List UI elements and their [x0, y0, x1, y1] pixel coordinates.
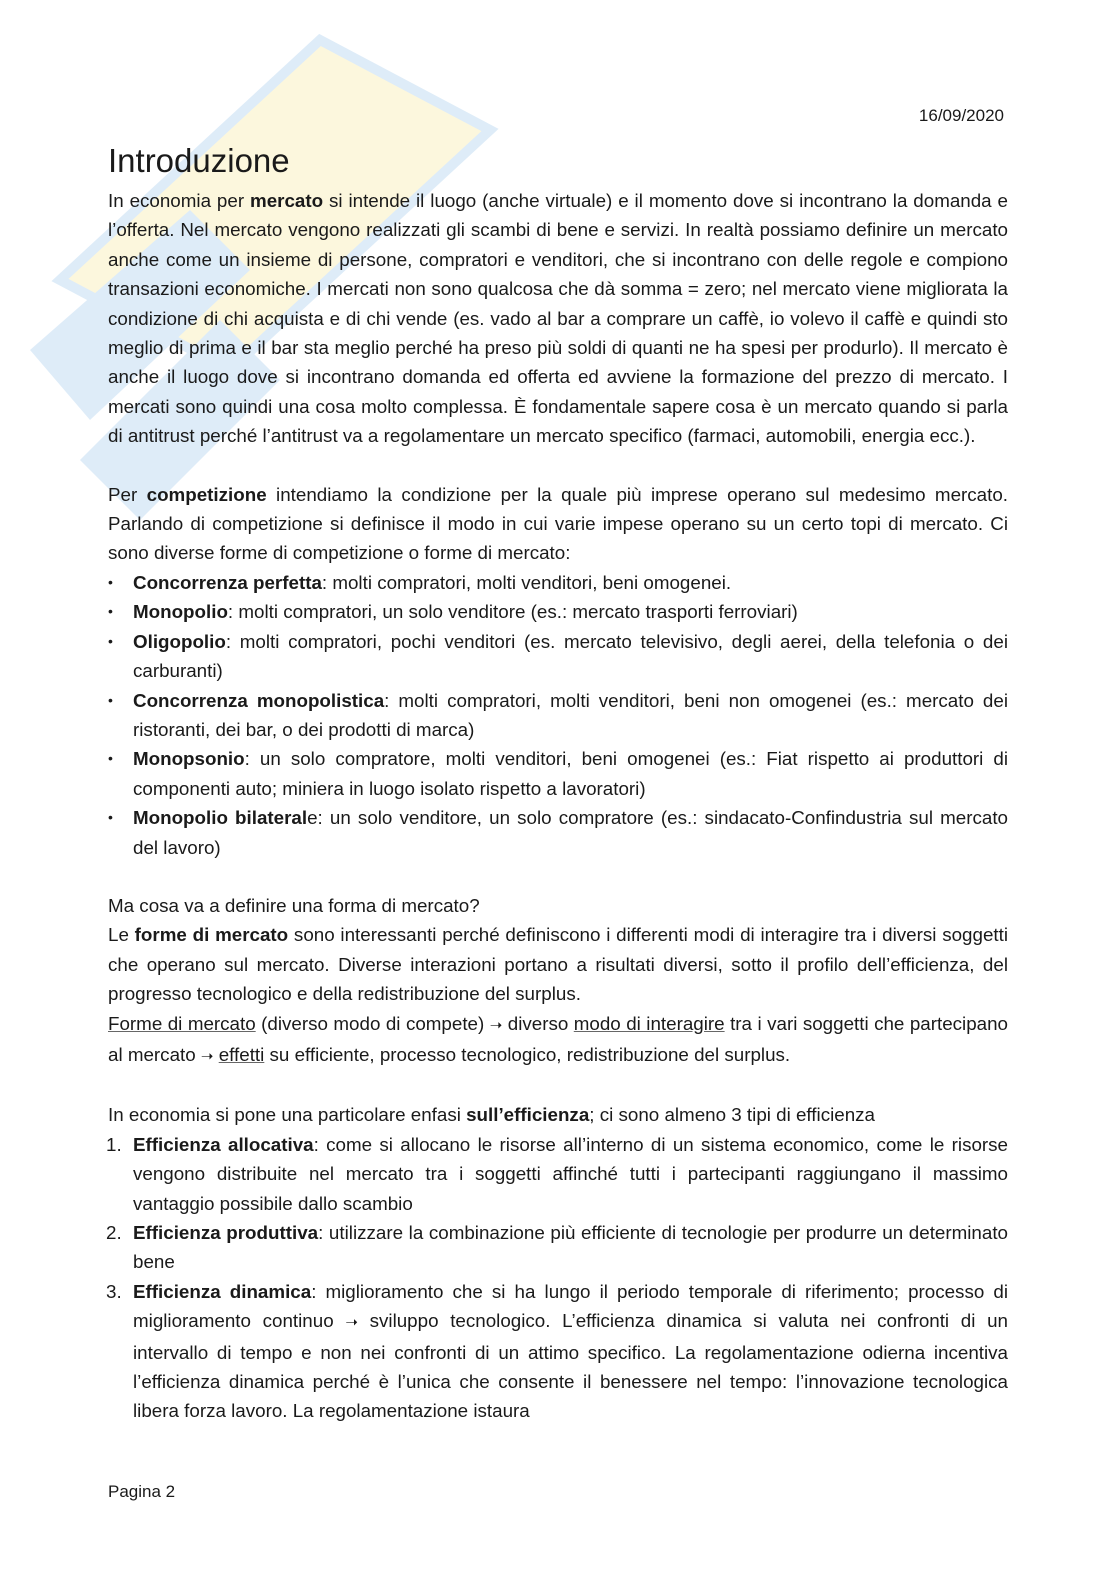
competition-paragraph: Per competizione intendiamo la condizione per la quale più imprese operano sul medesimo mercato. Parlando di competizione si definisce il modo in cui varie impese operano su un certo topi di mercato. Ci sono diverse forme di competizione o forme di mercato: — [108, 483, 1008, 564]
forms-summary: Forme di mercato (diverso modo di compete) ➝ diverso modo di interagire tra i vari soggetti che partecipano al mercato ➝ effetti su efficiente, processo tecnologico, redistribuzione del surplus. — [108, 1012, 1008, 1065]
forms-paragraph: Le forme di mercato sono interessanti perché definiscono i differenti modi di interagire tra i diversi soggetti che operano sul mercato. Diverse interazioni portano a risultati diversi, sotto il profilo dell’efficienza, del progresso tecnologico e della redistribuzione del surplus. — [108, 924, 1008, 1005]
list-item: • Oligopolio: molti compratori, pochi venditori (es. mercato televisivo, degli aerei, della telefonia o dei carburanti) — [108, 627, 1008, 686]
forms-question: Ma cosa va a definire una forma di mercato? — [108, 894, 480, 916]
term-efficienza: sull’efficienza — [466, 1104, 590, 1126]
term-mercato: mercato — [250, 190, 324, 211]
list-item: 1. Efficienza allocativa: come si allocano le risorse all’interno di un sistema economico, come le risorse vengono distribuite nel mercato tra i soggetti affinché tutti i partecipanti raggiungano il massimo vantaggio possibile dallo scambio — [106, 1133, 1008, 1214]
list-item: • Monopolio: molti compratori, un solo venditore (es.: mercato trasporti ferroviari) — [108, 597, 1008, 626]
term-competizione: competizione — [146, 483, 267, 505]
document-body — [108, 138, 1008, 1426]
term-forme-di-mercato: forme di mercato — [134, 924, 289, 946]
arrow-right-icon: ➝ — [200, 1047, 214, 1065]
list-item: • Concorrenza perfetta: molti compratori, molti venditori, beni omogenei. — [108, 568, 1008, 597]
arrow-right-icon: ➝ — [345, 1314, 358, 1332]
page-title: Introduzione — [108, 142, 290, 179]
market-forms-list — [108, 568, 1008, 862]
list-item: 3. Efficienza dinamica: miglioramento che si ha lungo il periodo temporale di riferimento; processo di miglioramento continuo ➝ sviluppo tecnologico. L’efficienza dinamica si valuta nei confronti di un intervallo di tempo e non nei confronti di un attimo specifico. La regolamentazione odierna incentiva l’efficienza dinamica perché è l’unica che consente il benessere nel tempo: l’innovazione tecnologica libera forza lavoro. La regolamentazione istaura — [106, 1280, 1008, 1422]
list-item: • Monopolio bilaterale: un solo venditore, un solo compratore (es.: sindacato-Confindustria sul mercato del lavoro) — [108, 803, 1008, 862]
arrow-right-icon: ➝ — [489, 1016, 503, 1034]
page-number: Pagina 2 — [108, 1482, 176, 1501]
efficiency-list — [108, 1130, 1008, 1426]
efficiency-paragraph: In economia si pone una particolare enfasi sull’efficienza; ci sono almeno 3 tipi di efficienza — [108, 1104, 875, 1126]
list-item: • Concorrenza monopolistica: molti compratori, molti venditori, beni non omogenei (es.: mercato dei ristoranti, dei bar, o dei prodotti di marca) — [108, 686, 1008, 745]
intro-paragraph: In economia per mercato si intende il luogo (anche virtuale) e il momento dove si incontrano la domanda e l’offerta. Nel mercato vengono realizzati gli scambi di bene e servizi. In realtà possiamo definire un mercato anche come un insieme di persone, compratori e venditori, che si incontrano con delle regole e compiono transazioni economiche. I mercati non sono qualcosa che dà somma = zero; nel mercato viene migliorata la condizione di chi acquista e di chi vende (es. vado al bar a comprare un caffè, io volevo il caffè e quindi sto meglio di prima e il bar sta meglio perché ha preso più soldi di quanti ne ha spesi per produrlo). Il mercato è anche il luogo dove si incontrano domanda ed offerta ed avviene la formazione del prezzo di mercato. I mercati sono quindi una cosa molto complessa. È fondamentale sapere cosa è un mercato quando si parla di antitrust perché l’antitrust va a regolamentare un mercato specifico (farmaci, automobili, energia ecc.). — [108, 190, 1008, 447]
list-item: 2. Efficienza produttiva: utilizzare la combinazione più efficiente di tecnologie per produrre un determinato bene — [106, 1222, 1008, 1273]
document-date: 16/09/2020 — [918, 106, 1004, 125]
list-item: • Monopsonio: un solo compratore, molti venditori, beni omogenei (es.: Fiat rispetto ai produttori di componenti auto; miniera in luogo isolato rispetto a lavoratori) — [108, 744, 1008, 803]
